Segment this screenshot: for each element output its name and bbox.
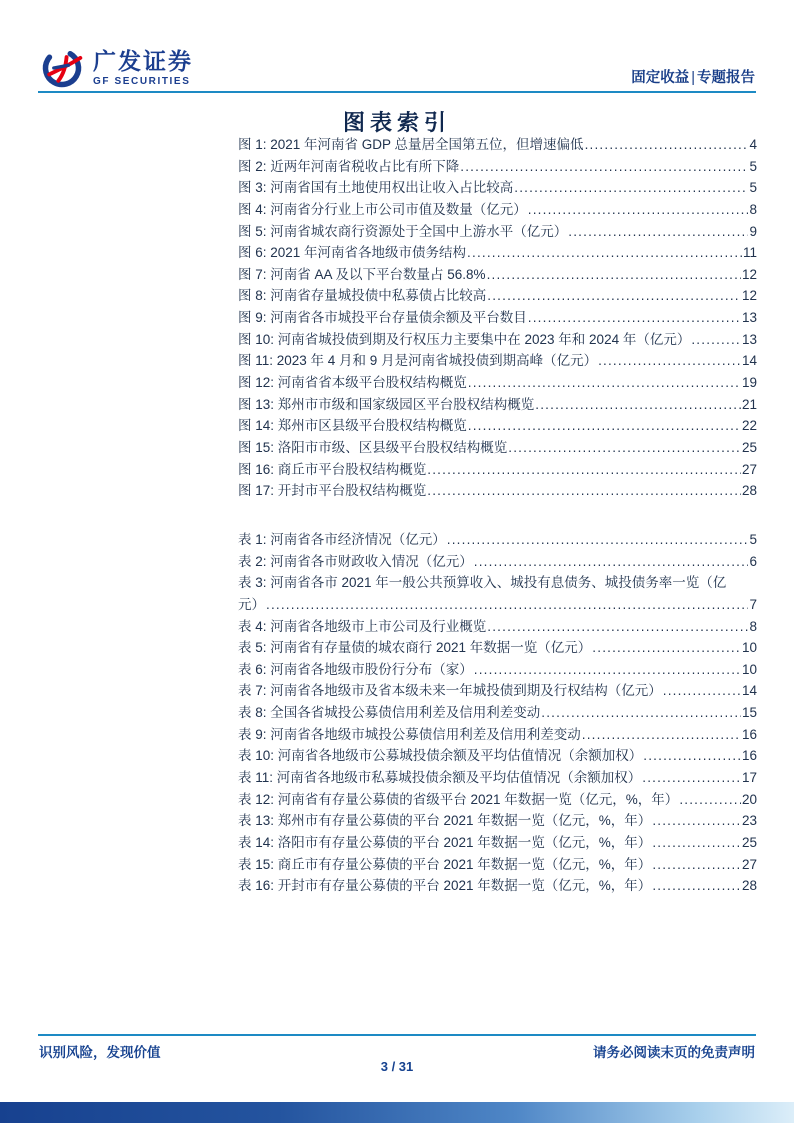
- toc-entry-label: 表 14: 洛阳市有存量公募债的平台 2021 年数据一览（亿元，%，年）: [238, 834, 652, 850]
- toc-entry-label: 图 5: 河南省城农商行资源处于全国中上游水平（亿元）: [238, 223, 568, 239]
- toc-dot-leader: [474, 554, 749, 569]
- toc-dot-leader: [652, 857, 741, 872]
- toc-page-number: 19: [741, 375, 757, 391]
- toc-dot-leader: [487, 619, 748, 634]
- logo-chinese-name: 广发证券: [93, 48, 193, 74]
- toc-entry[interactable]: [238, 853, 757, 875]
- footer-divider: [38, 1034, 756, 1036]
- toc-entry-label: 表 10: 河南省各地级市公募城投债余额及平均估值情况（余额加权）: [238, 748, 643, 764]
- toc-page-number: 28: [741, 483, 757, 499]
- toc-entry[interactable]: [238, 458, 757, 480]
- toc-dot-leader: [487, 267, 741, 282]
- toc-entry-label: 图 3: 河南省国有土地使用权出让收入占比较高: [238, 180, 514, 196]
- toc-entry-label: 表 15: 商丘市有存量公募债的平台 2021 年数据一览（亿元，%，年）: [238, 856, 652, 872]
- toc-page-number: 20: [741, 791, 757, 807]
- toc-dot-leader: [592, 640, 741, 655]
- toc-dot-leader: [679, 792, 741, 807]
- toc-dot-leader: [528, 310, 741, 325]
- toc-entry[interactable]: [238, 593, 757, 615]
- toc-entry-label: 图 11: 2023 年 4 月和 9 月是河南省城投债到期高峰（亿元）: [238, 353, 598, 369]
- table-index-list: [238, 528, 757, 896]
- toc-entry-label: 表 2: 河南省各市财政收入情况（亿元）: [238, 553, 473, 569]
- toc-entry-label: 图 16: 商丘市平台股权结构概览: [238, 461, 427, 477]
- report-type: 专题报告: [697, 70, 755, 86]
- toc-page-number: 23: [741, 813, 757, 829]
- toc-dot-leader: [582, 727, 741, 742]
- toc-entry[interactable]: [238, 788, 757, 810]
- toc-page-number: 17: [741, 770, 757, 786]
- toc-entry-label: 表 7: 河南省各地级市及省本级未来一年城投债到期及行权结构（亿元）: [238, 683, 662, 699]
- toc-entry-label: 元）: [238, 596, 265, 612]
- toc-page-number: 27: [741, 856, 757, 872]
- toc-entry-label: 表 9: 河南省各地级市城投公募债信用利差及信用利差变动: [238, 726, 581, 742]
- toc-page-number: 25: [741, 439, 757, 455]
- gf-securities-logo: [40, 46, 193, 90]
- report-category-header: [631, 66, 755, 87]
- toc-page-number: 10: [741, 640, 757, 656]
- toc-page-number: 5: [749, 158, 757, 174]
- toc-entry[interactable]: [238, 615, 757, 637]
- toc-entry[interactable]: [238, 284, 757, 306]
- header-separator: |: [691, 70, 695, 86]
- toc-dot-leader: [585, 137, 749, 152]
- toc-dot-leader: [691, 332, 741, 347]
- toc-entry[interactable]: [238, 571, 757, 593]
- toc-entry[interactable]: [238, 723, 757, 745]
- toc-entry-label: 图 1: 2021 年河南省 GDP 总量居全国第五位，但增速偏低: [238, 137, 584, 152]
- toc-dot-leader: [508, 440, 741, 455]
- toc-dot-leader: [652, 835, 741, 850]
- toc-dot-leader: [468, 375, 741, 390]
- toc-dot-leader: [447, 532, 749, 547]
- toc-entry-label: 图 2: 近两年河南省税收占比有所下降: [238, 158, 460, 174]
- toc-page-number: 12: [741, 288, 757, 304]
- toc-entry-label: 表 5: 河南省有存量债的城农商行 2021 年数据一览（亿元）: [238, 640, 592, 656]
- toc-entry[interactable]: [238, 744, 757, 766]
- toc-page-number: 5: [749, 180, 757, 196]
- toc-entry-label: 表 3: 河南省各市 2021 年一般公共预算收入、城投有息债务、城投债务率一览（亿: [238, 575, 727, 591]
- toc-entry[interactable]: [238, 436, 757, 458]
- logo-english-name: GF SECURITIES: [93, 75, 191, 87]
- toc-page-number: 22: [741, 418, 757, 434]
- toc-entry[interactable]: [238, 176, 757, 198]
- toc-page-number: 7: [749, 596, 757, 612]
- toc-dot-leader: [487, 288, 741, 303]
- toc-dot-leader: [652, 878, 741, 893]
- toc-dot-leader: [541, 705, 741, 720]
- toc-entry[interactable]: [238, 133, 757, 155]
- toc-page-number: 27: [741, 461, 757, 477]
- toc-page-number: 8: [749, 201, 757, 217]
- footer-disclaimer-note: 请务必阅读末页的免责声明: [593, 1045, 755, 1060]
- toc-page-number: 15: [741, 705, 757, 721]
- toc-entry-label: 图 17: 开封市平台股权结构概览: [238, 483, 427, 499]
- toc-page-number: 10: [741, 661, 757, 677]
- toc-entry[interactable]: [238, 658, 757, 680]
- toc-dot-leader: [427, 483, 741, 498]
- toc-entry[interactable]: [238, 328, 757, 350]
- toc-entry-label: 图 10: 河南省城投债到期及行权压力主要集中在 2023 年和 2024 年（亿元）: [238, 331, 691, 347]
- toc-entry[interactable]: [238, 701, 757, 723]
- toc-entry-label: 图 8: 河南省存量城投债中私募债占比较高: [238, 288, 487, 304]
- toc-entry-label: 表 12: 河南省有存量公募债的省级平台 2021 年数据一览（亿元，%，年）: [238, 791, 679, 807]
- logo-text: [93, 50, 193, 87]
- page-title: 图表索引: [342, 110, 451, 135]
- toc-entry-label: 图 7: 河南省 AA 及以下平台数量占 56.8%: [238, 266, 486, 282]
- toc-dot-leader: [468, 418, 741, 433]
- toc-dot-leader: [528, 202, 749, 217]
- toc-entry-label: 表 11: 河南省各地级市私募城投债余额及平均估值情况（余额加权）: [238, 770, 642, 786]
- toc-dot-leader: [467, 245, 742, 260]
- gf-logo-emblem-icon: [40, 46, 84, 90]
- toc-entry[interactable]: [238, 220, 757, 242]
- toc-dot-leader: [474, 662, 741, 677]
- toc-entry[interactable]: [238, 874, 757, 896]
- toc-entry-label: 图 6: 2021 年河南省各地级市债务结构: [238, 245, 467, 261]
- toc-dot-leader: [643, 748, 741, 763]
- toc-entry-label: 图 14: 郑州市区县级平台股权结构概览: [238, 418, 467, 434]
- report-category: 固定收益: [631, 70, 690, 86]
- toc-entry[interactable]: [238, 371, 757, 393]
- toc-entry[interactable]: [238, 766, 757, 788]
- toc-entry-label: 图 15: 洛阳市市级、区县级平台股权结构概览: [238, 439, 508, 455]
- toc-entry-label: 表 8: 全国各省城投公募债信用利差及信用利差变动: [238, 705, 541, 721]
- toc-entry-label: 表 13: 郑州市有存量公募债的平台 2021 年数据一览（亿元，%，年）: [238, 813, 652, 829]
- toc-entry-label: 图 12: 河南省省本级平台股权结构概览: [238, 375, 467, 391]
- toc-page-number: 28: [741, 878, 757, 894]
- toc-page-number: 14: [741, 353, 757, 369]
- footer-slogan: 识别风险，发现价值: [39, 1045, 161, 1060]
- toc-entry-label: 表 16: 开封市有存量公募债的平台 2021 年数据一览（亿元，%，年）: [238, 878, 652, 894]
- toc-entry-label: 表 1: 河南省各市经济情况（亿元）: [238, 532, 446, 547]
- toc-page-number: 5: [749, 532, 757, 547]
- toc-dot-leader: [652, 813, 741, 828]
- toc-entry[interactable]: [238, 809, 757, 831]
- toc-entry[interactable]: [238, 263, 757, 285]
- toc-dot-leader: [663, 683, 741, 698]
- toc-page-number: 21: [741, 396, 757, 412]
- toc-entry[interactable]: [238, 550, 757, 572]
- toc-entry[interactable]: [238, 393, 757, 415]
- toc-page-number: 16: [741, 748, 757, 764]
- toc-page-number: 12: [741, 266, 757, 282]
- toc-page-number: 6: [749, 553, 757, 569]
- toc-entry[interactable]: [238, 349, 757, 371]
- toc-dot-leader: [427, 462, 741, 477]
- toc-entry[interactable]: [238, 241, 757, 263]
- bottom-gradient-bar: [0, 1102, 794, 1123]
- header-divider: [38, 91, 756, 93]
- toc-entry-label: 图 13: 郑州市市级和国家级园区平台股权结构概览: [238, 396, 535, 412]
- toc-page-number: 4: [749, 137, 757, 152]
- toc-dot-leader: [266, 597, 748, 612]
- toc-page-number: 16: [741, 726, 757, 742]
- toc-entry[interactable]: [238, 528, 757, 550]
- toc-page-number: 8: [749, 618, 757, 634]
- figure-index-list: [238, 133, 757, 501]
- toc-entry[interactable]: [238, 679, 757, 701]
- toc-entry-label: 图 9: 河南省各市城投平台存量债余额及平台数目: [238, 310, 527, 326]
- toc-entry-label: 表 6: 河南省各地级市股份行分布（家）: [238, 661, 473, 677]
- toc-dot-leader: [535, 397, 741, 412]
- toc-entry-label: 表 4: 河南省各地级市上市公司及行业概览: [238, 618, 487, 634]
- toc-dot-leader: [598, 353, 741, 368]
- toc-page-number: 13: [741, 310, 757, 326]
- toc-page-number: 11: [742, 245, 757, 261]
- toc-dot-leader: [514, 180, 748, 195]
- toc-dot-leader: [460, 159, 748, 174]
- toc-entry-label: 图 4: 河南省分行业上市公司市值及数量（亿元）: [238, 201, 527, 217]
- toc-entry[interactable]: [238, 831, 757, 853]
- toc-entry[interactable]: [238, 479, 757, 501]
- toc-entry[interactable]: [238, 198, 757, 220]
- toc-dot-leader: [642, 770, 741, 785]
- toc-page-number: 14: [741, 683, 757, 699]
- toc-dot-leader: [568, 224, 748, 239]
- page-number-indicator: 3 / 31: [380, 1059, 414, 1074]
- toc-page-number: 25: [741, 834, 757, 850]
- toc-entry[interactable]: [238, 636, 757, 658]
- toc-page-number: 9: [749, 223, 757, 239]
- toc-entry[interactable]: [238, 306, 757, 328]
- toc-entry[interactable]: [238, 155, 757, 177]
- toc-entry[interactable]: [238, 414, 757, 436]
- toc-page-number: 13: [741, 331, 757, 347]
